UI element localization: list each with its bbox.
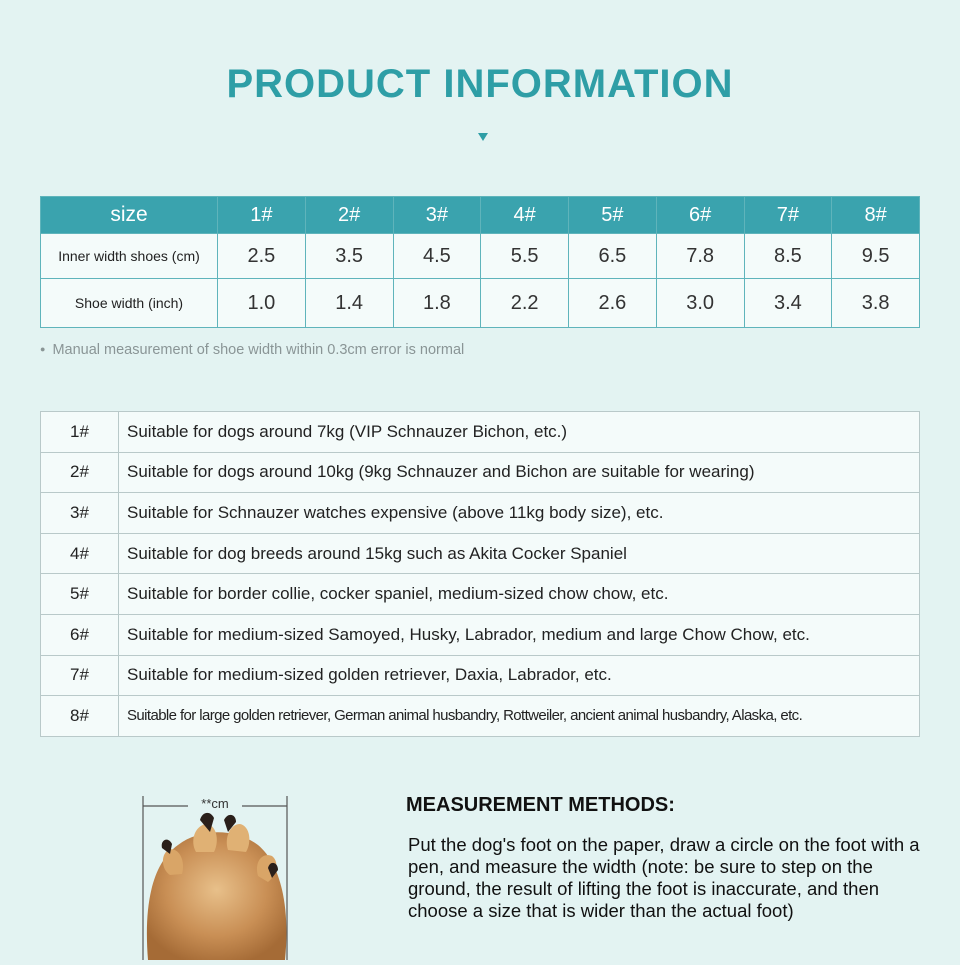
table-cell: 3.8: [832, 279, 920, 328]
size-header-cell: 5#: [569, 197, 657, 234]
row-label: Shoe width (inch): [41, 279, 218, 328]
measurement-body: Put the dog's foot on the paper, draw a circle on the foot with a pen, and measure the width (note: be sure to step on the ground, the result of lifting the foot is inaccurate, and then choose a size that is wider than the actual foot): [408, 834, 920, 921]
table-row: [41, 452, 920, 493]
table-cell: 9.5: [832, 234, 920, 279]
size-description: Suitable for large golden retriever, German animal husbandry, Rottweiler, ancient animal husbandry, Alaska, etc.: [119, 696, 920, 737]
size-header-cell: 7#: [744, 197, 832, 234]
table-row: [41, 574, 920, 615]
width-label: **cm: [201, 796, 229, 811]
size-number: 5#: [41, 574, 119, 615]
table-cell: 1.0: [218, 279, 306, 328]
size-header-row: [41, 197, 920, 234]
table-cell: 3.5: [305, 234, 393, 279]
suitability-table: [40, 411, 920, 737]
size-description: Suitable for border collie, cocker spaniel, medium-sized chow chow, etc.: [119, 574, 920, 615]
measurement-title: MEASUREMENT METHODS:: [406, 794, 675, 816]
page-title: PRODUCT INFORMATION: [226, 62, 734, 106]
size-description: Suitable for dogs around 7kg (VIP Schnauzer Bichon, etc.): [119, 412, 920, 453]
size-number: 3#: [41, 493, 119, 534]
size-description: Suitable for Schnauzer watches expensive (above 11kg body size), etc.: [119, 493, 920, 534]
table-row: [41, 234, 920, 279]
size-table: [40, 196, 920, 328]
table-cell: 6.5: [569, 234, 657, 279]
size-header-cell: 1#: [218, 197, 306, 234]
table-cell: 3.4: [744, 279, 832, 328]
paw-measurement-illustration: [130, 790, 305, 960]
table-row: [41, 493, 920, 534]
paw-image: [130, 790, 305, 960]
table-row: [41, 696, 920, 737]
down-arrow-icon: [478, 133, 488, 141]
size-header-cell: 3#: [393, 197, 481, 234]
size-number: 2#: [41, 452, 119, 493]
table-row: [41, 279, 920, 328]
size-header-cell: 6#: [656, 197, 744, 234]
table-row: [41, 655, 920, 696]
table-cell: 1.8: [393, 279, 481, 328]
size-description: Suitable for dogs around 10kg (9kg Schnauzer and Bichon are suitable for wearing): [119, 452, 920, 493]
size-description: Suitable for medium-sized Samoyed, Husky, Labrador, medium and large Chow Chow, etc.: [119, 614, 920, 655]
table-cell: 2.6: [569, 279, 657, 328]
size-header-cell: 8#: [832, 197, 920, 234]
table-cell: 3.0: [656, 279, 744, 328]
table-row: [41, 412, 920, 453]
size-description: Suitable for medium-sized golden retriever, Daxia, Labrador, etc.: [119, 655, 920, 696]
measurement-note: [40, 342, 464, 358]
table-cell: 8.5: [744, 234, 832, 279]
table-cell: 7.8: [656, 234, 744, 279]
size-number: 7#: [41, 655, 119, 696]
bullet-icon: ●: [40, 344, 46, 354]
note-text: Manual measurement of shoe width within 0.3cm error is normal: [52, 342, 465, 358]
size-header-label: size: [41, 197, 218, 234]
size-header-cell: 4#: [481, 197, 569, 234]
table-row: [41, 614, 920, 655]
table-cell: 4.5: [393, 234, 481, 279]
size-number: 1#: [41, 412, 119, 453]
table-cell: 2.2: [481, 279, 569, 328]
size-number: 8#: [41, 696, 119, 737]
table-cell: 2.5: [218, 234, 306, 279]
row-label: Inner width shoes (cm): [41, 234, 218, 279]
size-description: Suitable for dog breeds around 15kg such as Akita Cocker Spaniel: [119, 533, 920, 574]
size-number: 6#: [41, 614, 119, 655]
size-number: 4#: [41, 533, 119, 574]
table-cell: 1.4: [305, 279, 393, 328]
size-header-cell: 2#: [305, 197, 393, 234]
table-row: [41, 533, 920, 574]
table-cell: 5.5: [481, 234, 569, 279]
